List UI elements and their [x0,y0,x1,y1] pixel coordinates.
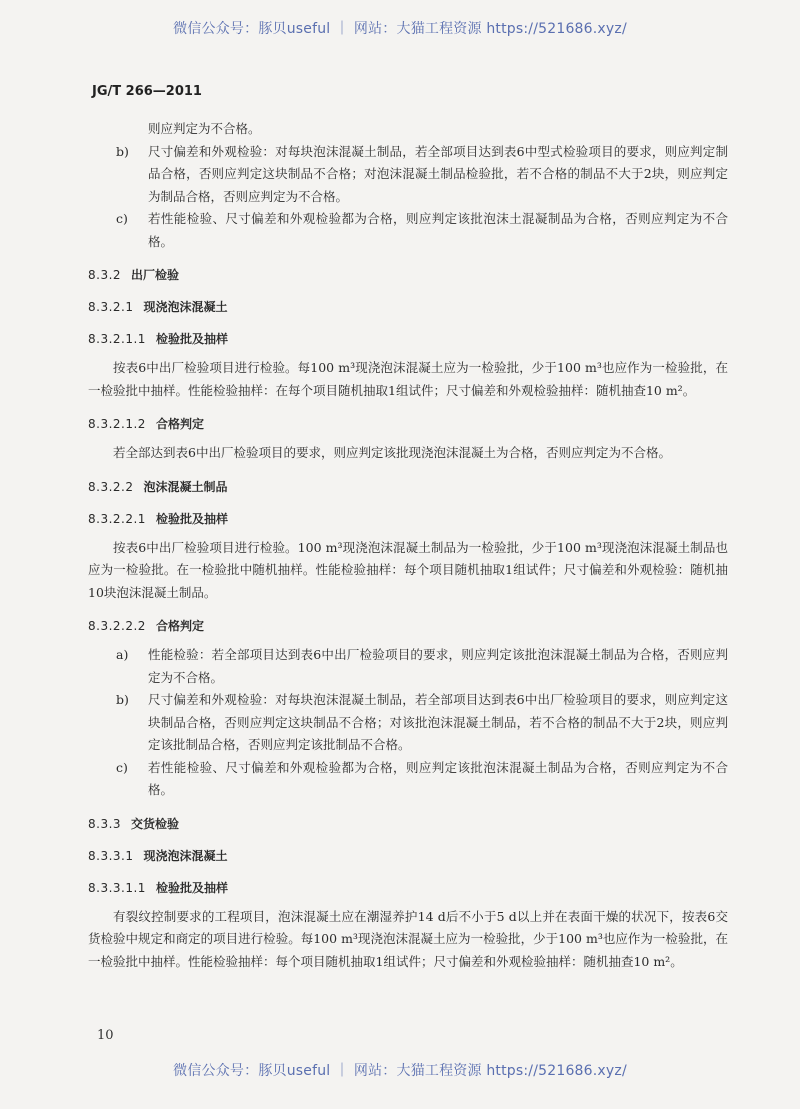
section-title: 现浇泡沫混凝土 [143,300,228,314]
section-heading [88,329,728,349]
continuation-text: 则应判定为不合格。 [148,121,261,136]
section-number: 8.3.2.2.2 [88,619,146,633]
section-title: 泡沫混凝土制品 [143,479,228,494]
list-item-label: b) [116,692,129,707]
section-number: 8.3.3 [88,816,122,831]
list-item [88,644,728,689]
section-title: 检验批及抽样 [155,880,228,895]
section-body: 按表6中出厂检验项目进行检验。每100 m³现浇泡沫混凝土应为一检验批，少于100 m³也应作为一检验批，在一检验批中抽样。性能检验抽样：在每个项目随机抽取1组试件；尺寸偏差和外观检验抽样：随机抽查10 m²。 [88,360,728,398]
section-number: 8.3.2 [88,268,122,282]
section-heading [88,477,728,497]
list-item [88,689,728,757]
section-number: 8.3.3.1.1 [88,880,146,895]
list-item [88,208,728,253]
page-number: 10 [97,1028,114,1043]
section-number: 8.3.2.1.2 [88,417,146,431]
document-body [88,118,728,973]
section-heading [88,846,728,866]
section-title: 检验批及抽样 [155,511,228,526]
list-item [88,141,728,209]
section-heading [88,616,728,636]
list-item-label: c) [116,211,128,226]
list-item-label: c) [116,759,128,775]
section-number: 8.3.2.1 [88,300,134,314]
section-heading [88,297,728,317]
section-heading [88,509,728,529]
section-body: 按表6中出厂检验项目进行检验。100 m³现浇泡沫混凝土制品为一检验批，少于100 m³现浇泡沫混凝土制品也应为一检验批。在一检验批中随机抽样。性能检验抽样：每个项目随机抽取1组试件；尺寸偏差和外观检验：随机抽10块泡沫混凝土制品。 [88,539,728,600]
list-item-text: 若性能检验、尺寸偏差和外观检验都为合格，则应判定该批泡沫土混凝制品为合格，否则应判定为不合格。 [148,211,728,249]
section-body: 有裂纹控制要求的工程项目，泡沫混凝土应在潮湿养护14 d后不小于5 d以上并在表面干燥的状况下，按表6交货检验中规定和商定的项目进行检验。每100 m³现浇泡沫混凝土应为一检验批，少于100 m³也应作为一检验批，在一检验批中抽样。性能检验抽样：每个项目随机抽取1组试件；尺寸偏差和外观检验抽样：随机抽查10 m²。 [88,908,728,969]
section-number: 8.3.2.1.1 [88,332,146,346]
section-number: 8.3.3.1 [88,848,134,863]
section-title: 合格判定 [155,417,204,431]
section-heading [88,814,728,834]
list-item-text: 若性能检验、尺寸偏差和外观检验都为合格，则应判定该批泡沫混凝土制品为合格，否则应判定为不合格。 [148,759,728,797]
section-title: 交货检验 [131,816,180,831]
section-heading [88,265,728,285]
bottom-watermark-banner: 微信公众号：豚贝useful ｜ 网站：大猫工程资源 https://521686.xyz/ [173,1063,627,1079]
section-body: 若全部达到表6中出厂检验项目的要求，则应判定该批现浇泡沫混凝土为合格，否则应判定为不合格。 [113,445,671,460]
top-watermark-banner: 微信公众号：豚贝useful ｜ 网站：大猫工程资源 https://521686.xyz/ [173,21,627,37]
section-heading [88,878,728,898]
section-title: 出厂检验 [131,268,180,282]
list-item-text: 尺寸偏差和外观检验：对每块泡沫混凝土制品，若全部项目达到表6中出厂检验项目的要求，则应判定这块制品合格，否则应判定这块制品不合格；对该批泡沫混凝土制品，若不合格的制品不大于2块，则应判定该批制品合格，否则应判定该批制品不合格。 [148,692,728,752]
section-title: 现浇泡沫混凝土 [143,848,228,863]
section-title: 检验批及抽样 [155,332,228,346]
list-item-label: b) [116,143,129,159]
section-title: 合格判定 [155,619,204,633]
section-heading [88,414,728,434]
list-item-text: 尺寸偏差和外观检验：对每块泡沫混凝土制品，若全部项目达到表6中型式检验项目的要求，则应判定制品合格，否则应判定这块制品不合格；对泡沫混凝土制品检验批，若不合格的制品不大于2块，则应判定为制品合格，否则应判定为不合格。 [148,143,728,204]
section-number: 8.3.2.2.1 [88,511,146,526]
standard-code: JG/T 266—2011 [92,84,202,99]
list-item [88,757,728,802]
list-item-label: a) [116,647,129,662]
list-item-text: 性能检验：若全部项目达到表6中出厂检验项目的要求，则应判定该批泡沫混凝土制品为合格，否则应判定为不合格。 [148,647,728,685]
section-number: 8.3.2.2 [88,479,134,494]
